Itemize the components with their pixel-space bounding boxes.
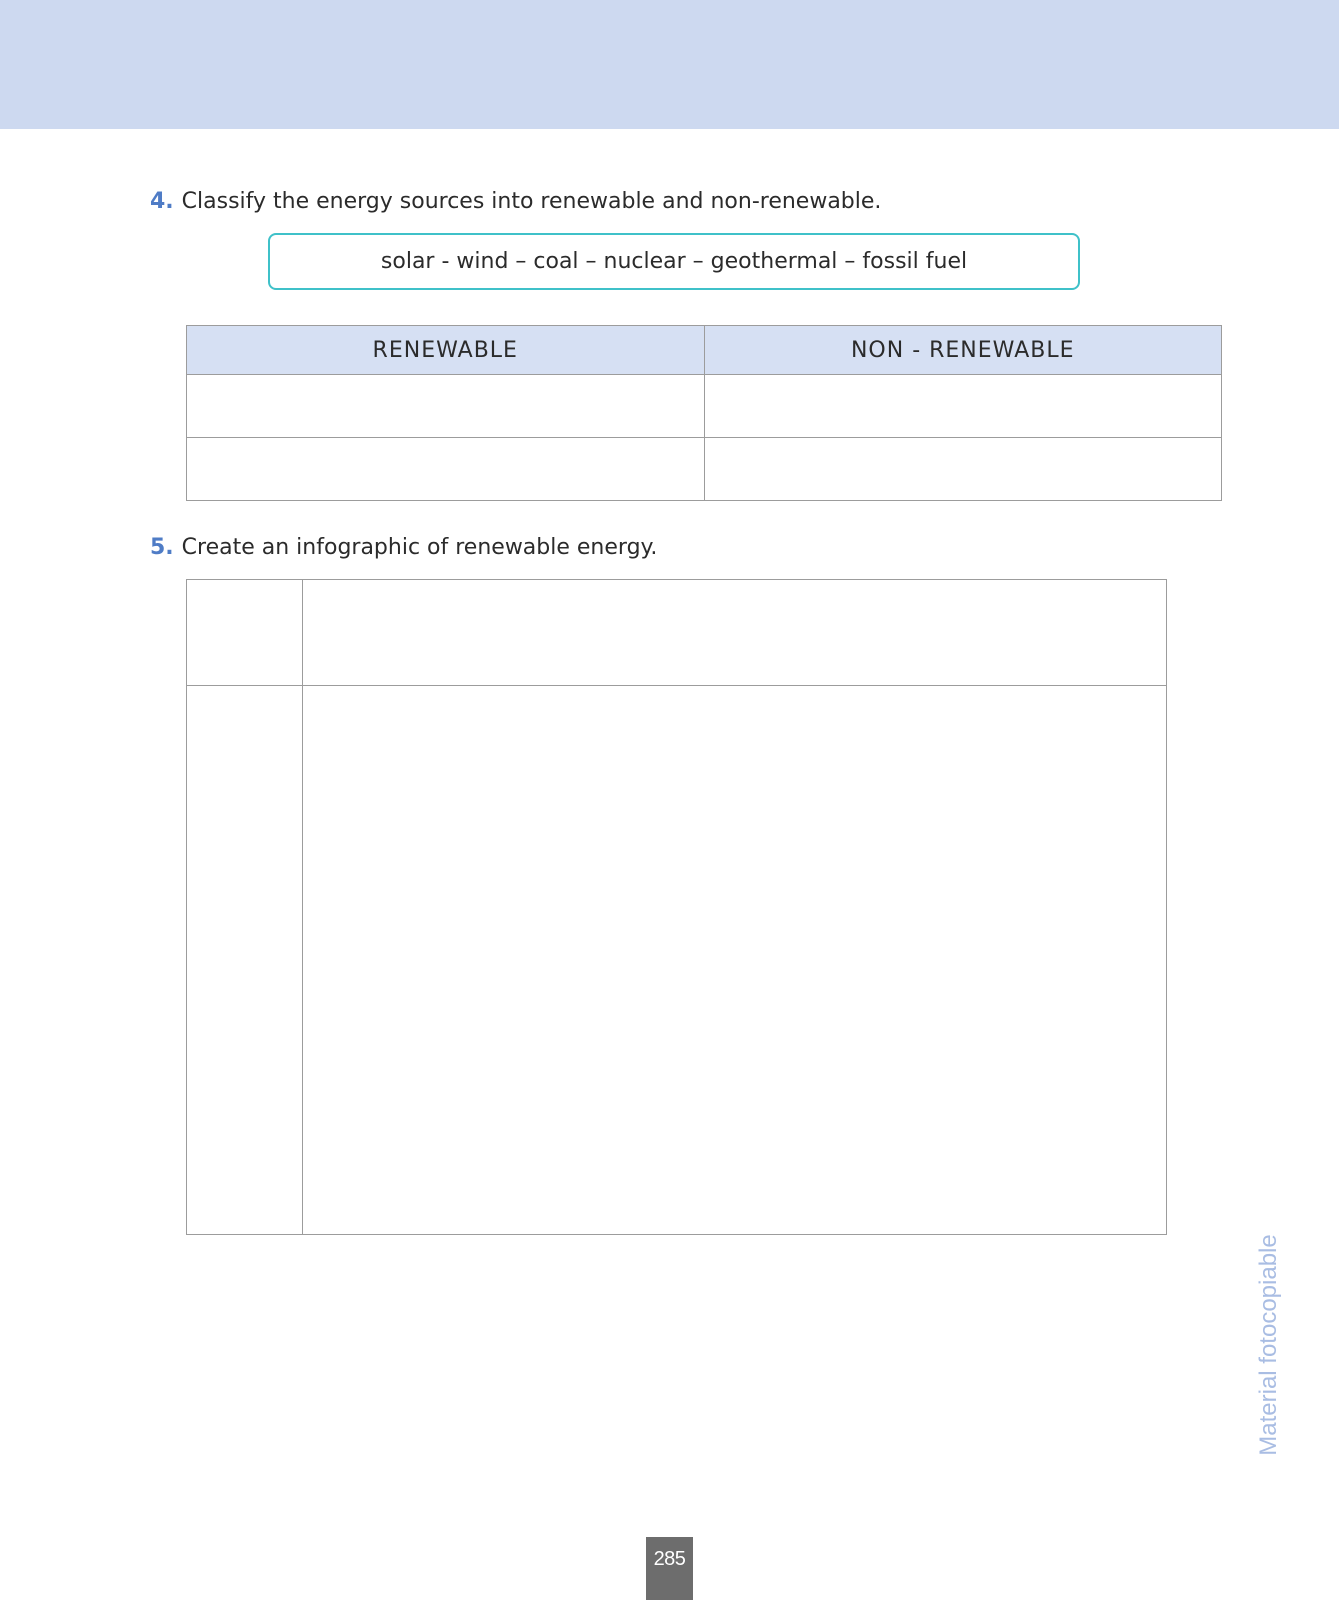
infographic-content-cell[interactable]	[303, 686, 1167, 1235]
word-bank	[268, 233, 1080, 290]
question-5-text: Create an infographic of renewable energy.	[181, 535, 658, 560]
table-row	[187, 375, 1222, 438]
non-renewable-answer-cell[interactable]	[704, 438, 1222, 501]
infographic-title-row	[187, 580, 1167, 686]
table-row	[187, 438, 1222, 501]
non-renewable-header: NON - RENEWABLE	[704, 326, 1222, 375]
renewable-answer-cell[interactable]	[187, 438, 705, 501]
renewable-answer-cell[interactable]	[187, 375, 705, 438]
infographic-side-cell[interactable]	[187, 686, 303, 1235]
classification-table	[186, 325, 1222, 501]
question-4	[150, 187, 881, 217]
infographic-frame	[186, 579, 1167, 1235]
page-number: 285	[646, 1537, 693, 1600]
question-4-number: 4.	[150, 189, 174, 214]
photocopiable-note: Material fotocopiable	[1255, 1234, 1282, 1456]
header-band	[0, 0, 1339, 129]
renewable-header: RENEWABLE	[187, 326, 705, 375]
question-5-number: 5.	[150, 535, 174, 560]
infographic-title-cell[interactable]	[303, 580, 1167, 686]
non-renewable-answer-cell[interactable]	[704, 375, 1222, 438]
table-header-row	[187, 326, 1222, 375]
word-bank-text: solar - wind – coal – nuclear – geothermal – fossil fuel	[380, 249, 968, 274]
question-5	[150, 533, 657, 563]
question-4-text: Classify the energy sources into renewable and non-renewable.	[181, 189, 882, 214]
infographic-icon-cell[interactable]	[187, 580, 303, 686]
infographic-body-row	[187, 686, 1167, 1235]
